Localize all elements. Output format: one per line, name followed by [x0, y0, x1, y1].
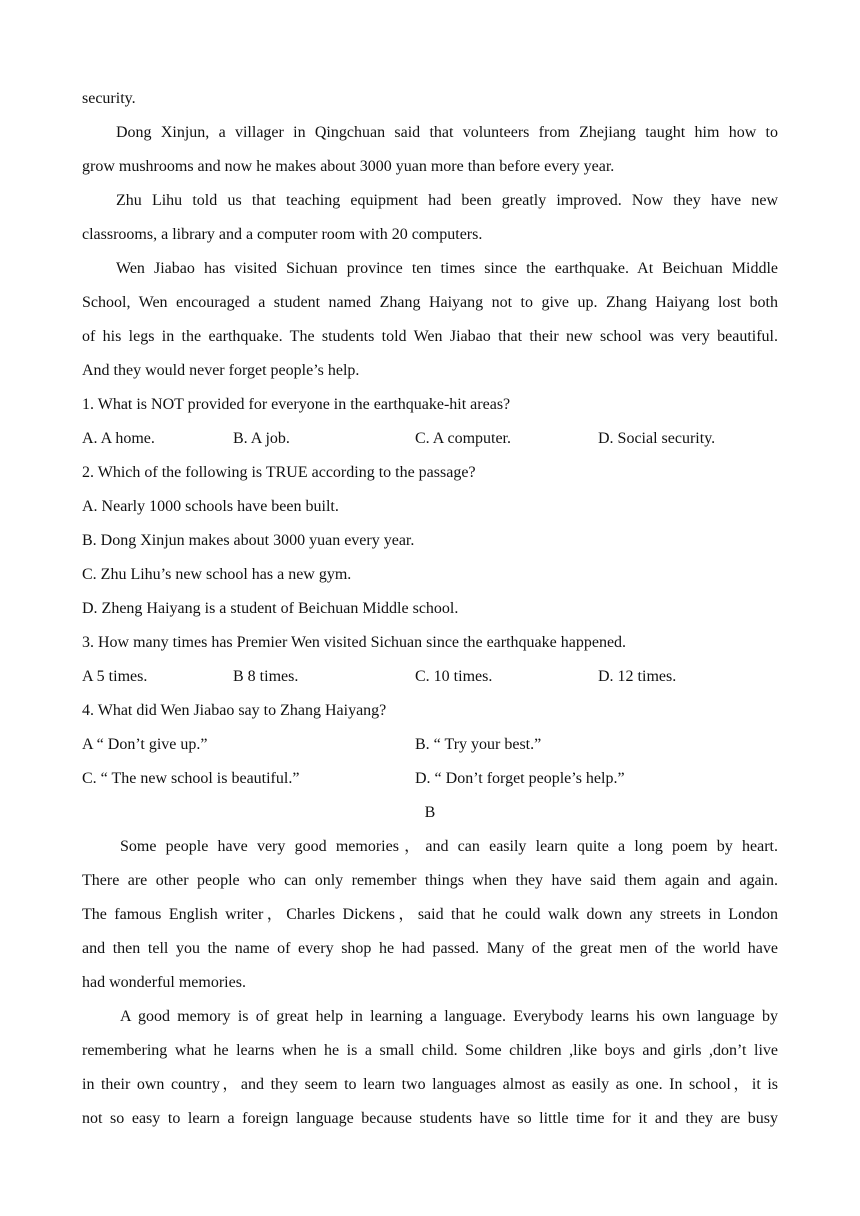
- passage-b-line: Some people have very good memories，and can easily learn quite a long poem by heart.: [120, 838, 778, 855]
- passage-a-line: of his legs in the earthquake. The students told Wen Jiabao that their new school was very beautiful.: [82, 328, 778, 345]
- question-3-option-d: D. 12 times.: [598, 668, 677, 685]
- passage-a-line: classrooms, a library and a computer room with 20 computers.: [82, 226, 483, 243]
- question-2-option-b: B. Dong Xinjun makes about 3000 yuan every year.: [82, 532, 415, 549]
- question-4-option-c: C. “ The new school is beautiful.”: [82, 770, 300, 787]
- page-content: [82, 82, 778, 1136]
- question-3-option-a: A 5 times.: [82, 668, 148, 685]
- passage-b-line: had wonderful memories.: [82, 974, 246, 991]
- question-2-option-c: C. Zhu Lihu’s new school has a new gym.: [82, 566, 352, 583]
- question-3-options: [82, 660, 778, 694]
- question-4-stem: 4. What did Wen Jiabao say to Zhang Haiyang?: [82, 702, 387, 719]
- question-4-options-row-2: [82, 762, 778, 796]
- passage-a-line: security.: [82, 90, 136, 107]
- question-1-options: [82, 422, 778, 456]
- question-3-option-c: C. 10 times.: [415, 668, 493, 685]
- passage-b-line: in their own country，and they seem to learn two languages almost as easily as one. In school，it is: [82, 1076, 778, 1093]
- passage-b-line: remembering what he learns when he is a small child. Some children ,like boys and girls ,don’t live: [82, 1042, 778, 1059]
- section-b-heading: B: [424, 804, 436, 821]
- question-2-stem: 2. Which of the following is TRUE according to the passage?: [82, 464, 476, 481]
- question-3-stem: 3. How many times has Premier Wen visited Sichuan since the earthquake happened.: [82, 634, 627, 651]
- question-2-option-d: D. Zheng Haiyang is a student of Beichuan Middle school.: [82, 600, 459, 617]
- passage-b-line: not so easy to learn a foreign language because students have so little time for it and they are busy: [82, 1110, 778, 1127]
- question-1-option-b: B. A job.: [233, 430, 290, 447]
- question-1-stem: 1. What is NOT provided for everyone in the earthquake-hit areas?: [82, 396, 511, 413]
- passage-a-line: grow mushrooms and now he makes about 3000 yuan more than before every year.: [82, 158, 615, 175]
- passage-b-line: There are other people who can only remember things when they have said them again and again.: [82, 872, 778, 889]
- passage-b-line: and then tell you the name of every shop he had passed. Many of the great men of the world have: [82, 940, 778, 957]
- passage-a-line: Wen Jiabao has visited Sichuan province ten times since the earthquake. At Beichuan Middle: [116, 260, 778, 277]
- passage-b-line: A good memory is of great help in learning a language. Everybody learns his own language by: [120, 1008, 778, 1025]
- passage-a-line: And they would never forget people’s help.: [82, 362, 360, 379]
- passage-b-line: The famous English writer，Charles Dickens，said that he could walk down any streets in London: [82, 906, 778, 923]
- question-4-option-d: D. “ Don’t forget people’s help.”: [415, 770, 625, 787]
- question-1-option-c: C. A computer.: [415, 430, 511, 447]
- question-3-option-b: B 8 times.: [233, 668, 299, 685]
- question-1-option-a: A. A home.: [82, 430, 155, 447]
- passage-a-line: Dong Xinjun, a villager in Qingchuan said that volunteers from Zhejiang taught him how to: [116, 124, 778, 141]
- question-2-option-a: A. Nearly 1000 schools have been built.: [82, 498, 339, 515]
- question-4-option-a: A “ Don’t give up.”: [82, 736, 208, 753]
- question-4-option-b: B. “ Try your best.”: [415, 736, 542, 753]
- question-4-options-row-1: [82, 728, 778, 762]
- question-1-option-d: D. Social security.: [598, 430, 716, 447]
- passage-a-line: School, Wen encouraged a student named Zhang Haiyang not to give up. Zhang Haiyang lost both: [82, 294, 778, 311]
- passage-a-line: Zhu Lihu told us that teaching equipment had been greatly improved. Now they have new: [116, 192, 778, 209]
